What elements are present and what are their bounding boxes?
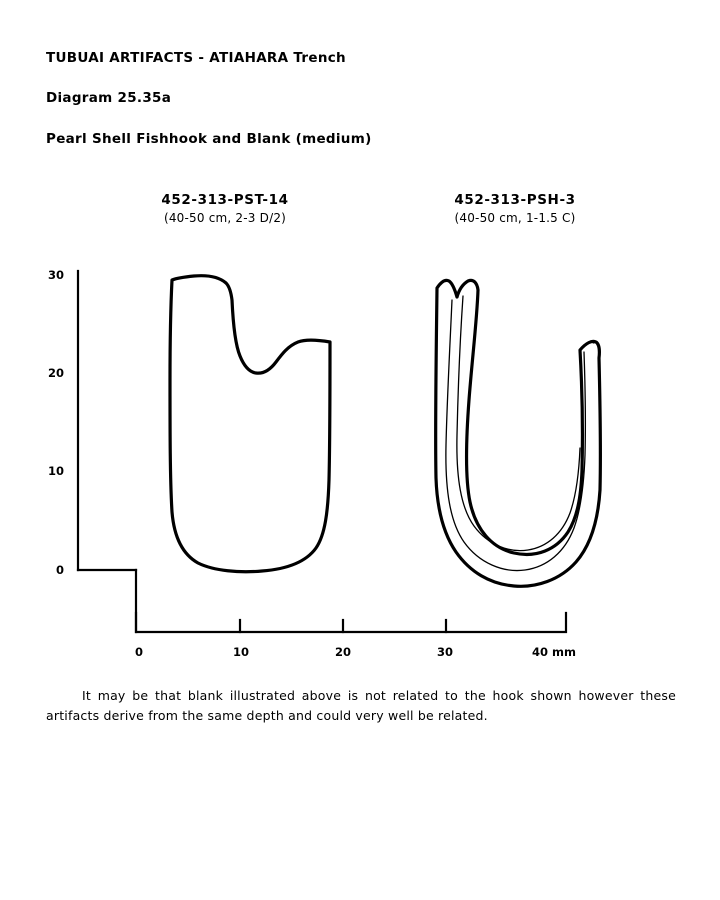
y-axis-tick-0: 0 [55,563,64,577]
specimen-code-left: 452-313-PST-14 [161,192,289,208]
artifact-outline-fishhook [436,280,601,586]
x-axis-tick-20: 20 [334,645,351,659]
specimen-label-left [110,192,340,225]
diagram-subject: Pearl Shell Fishhook and Blank (medium) [46,131,372,147]
x-axis-line [136,570,566,632]
specimen-label-right [400,192,630,225]
figure-caption [46,686,676,726]
page-title: TUBUAI ARTIFACTS - ATIAHARA Trench [46,50,346,66]
scale-axes [78,271,566,632]
y-axis-tick-10: 10 [47,464,64,478]
x-axis-tick-40: 40 [531,645,548,659]
caption-text: It may be that blank illustrated above is not related to the hook shown however these artifacts derive from the same depth and could very well be related. [46,688,676,723]
artifact-inner-lines-fishhook [446,296,594,571]
diagram-number: Diagram 25.35a [46,90,172,106]
specimen-dimensions-left: (40-50 cm, 2-3 D/2) [163,211,287,225]
y-axis-tick-20: 20 [47,366,64,380]
specimen-code-right: 452-313-PSH-3 [454,192,576,208]
y-axis-tick-30: 30 [47,268,64,282]
specimen-dimensions-right: (40-50 cm, 1-1.5 C) [454,211,576,225]
x-axis-tick-0: 0 [134,645,143,659]
x-axis-tick-10: 10 [232,645,249,659]
x-axis-unit-label: mm [552,645,576,659]
artifact-outline-blank [170,276,330,572]
x-axis-tick-30: 30 [436,645,453,659]
